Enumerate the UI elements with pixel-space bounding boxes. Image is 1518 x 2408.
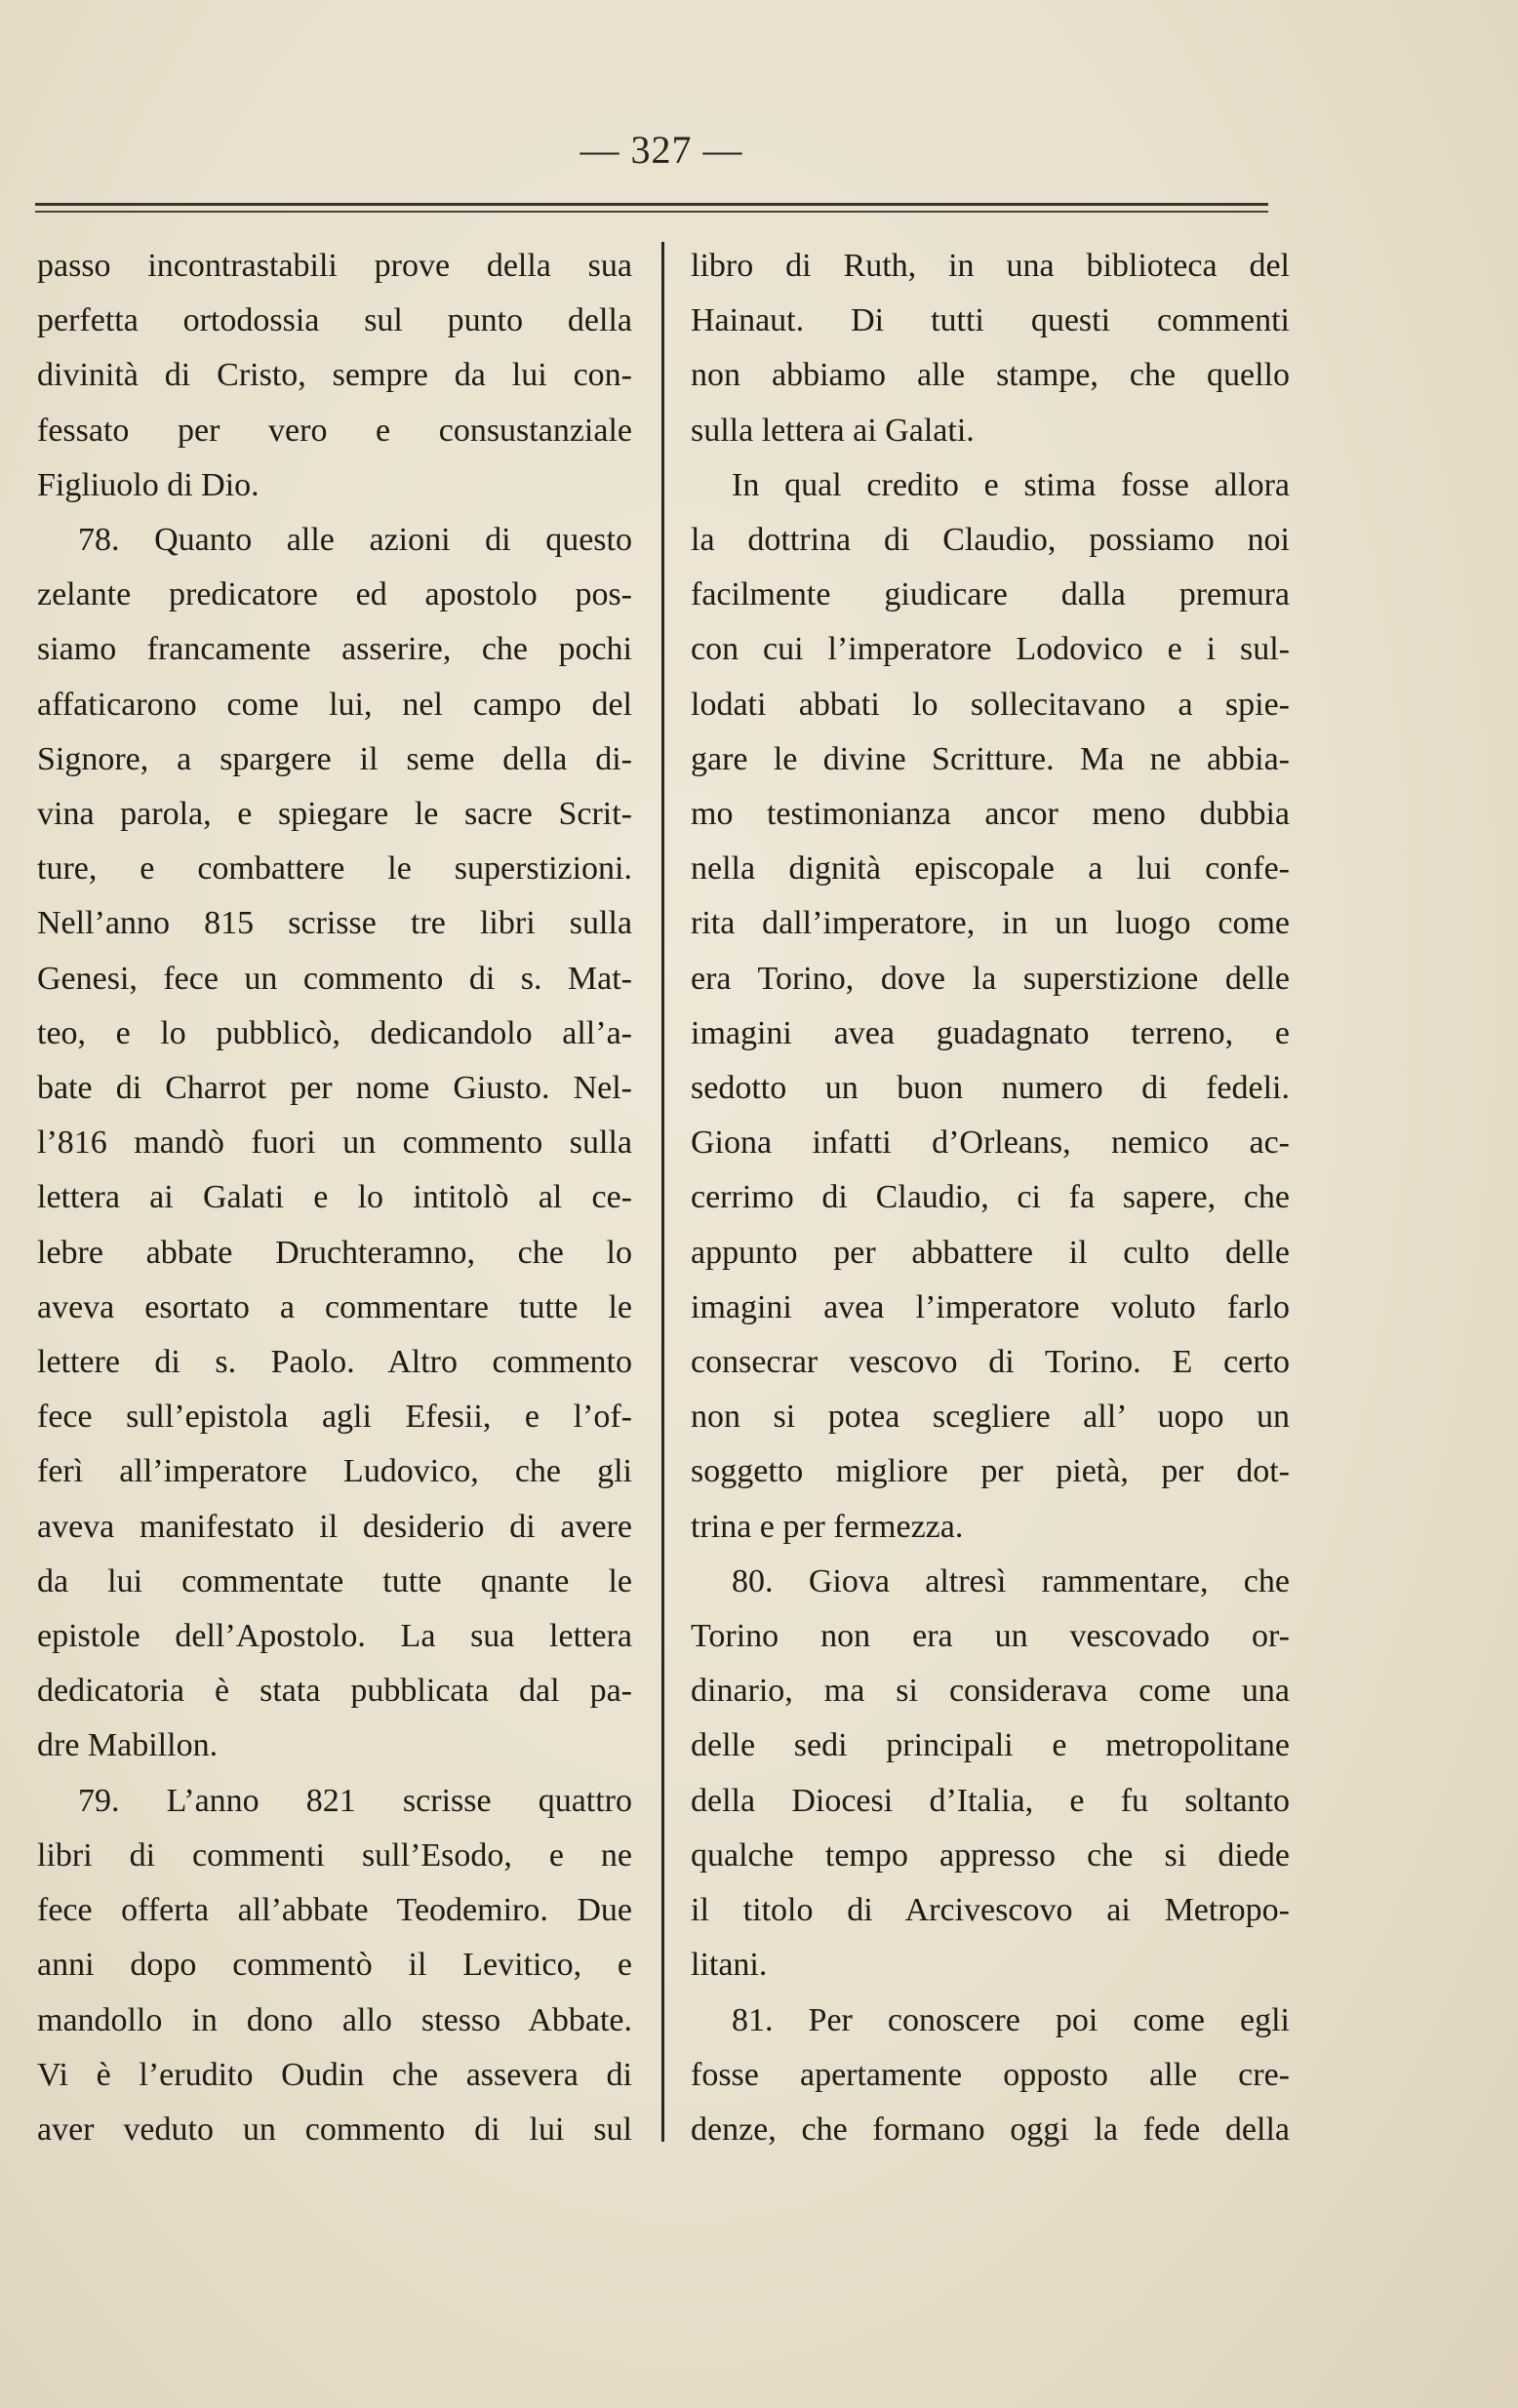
text-line: cerrimo di Claudio, ci fa sapere, che	[691, 1179, 1290, 1216]
text-line: da lui commentate tutte qnante le	[37, 1562, 632, 1599]
text-line: bate di Charrot per nome Giusto. Nel-	[37, 1070, 632, 1107]
text-line: fessato per vero e consustanziale	[37, 412, 632, 449]
text-line: Signore, a spargere il seme della di-	[37, 740, 632, 777]
text-line: Figliuolo di Dio.	[37, 466, 260, 503]
text-line: nella dignità episcopale a lui confe-	[691, 850, 1290, 888]
header-rule	[35, 203, 1268, 206]
text-line: lettera ai Galati e lo intitolò al ce-	[37, 1179, 632, 1216]
text-line: imagini avea l’imperatore voluto farlo	[691, 1288, 1290, 1325]
page-number: — 327 —	[579, 128, 743, 172]
left-column	[37, 239, 632, 2157]
text-line: Torino non era un vescovado or-	[691, 1618, 1290, 1655]
text-line: passo incontrastabili prove della sua	[37, 248, 632, 284]
text-line: dre Mabillon.	[37, 1727, 219, 1764]
text-line: lebre abbate Druchteramno, che lo	[37, 1234, 632, 1271]
text-line: la dottrina di Claudio, possiamo noi	[691, 522, 1290, 559]
text-line: lodati abbati lo sollecitavano a spie-	[691, 686, 1290, 723]
text-line: aver veduto un commento di lui sul	[37, 2111, 632, 2148]
text-line: fosse apertamente opposto alle cre-	[691, 2056, 1290, 2093]
text-line: trina e per fermezza.	[691, 1508, 964, 1545]
text-line: teo, e lo pubblicò, dedicandolo all’a-	[37, 1014, 632, 1051]
text-line: lettere di s. Paolo. Altro commento	[37, 1344, 632, 1381]
text-line: facilmente giudicare dalla premura	[691, 576, 1290, 613]
text-line: affaticarono come lui, nel campo del	[37, 686, 632, 723]
text-line: ferì all’imperatore Ludovico, che gli	[37, 1453, 632, 1490]
text-line: era Torino, dove la superstizione delle	[691, 960, 1290, 997]
text-line: ture, e combattere le superstizioni.	[37, 850, 632, 888]
text-line: siamo francamente asserire, che pochi	[37, 631, 632, 668]
text-line: con cui l’imperatore Lodovico e i sul-	[691, 631, 1290, 668]
text-line: non si potea scegliere all’ uopo un	[691, 1399, 1290, 1436]
text-line: dedicatoria è stata pubblicata dal pa-	[37, 1673, 632, 1710]
text-line: rita dall’imperatore, in un luogo come	[691, 905, 1290, 942]
text-line: denze, che formano oggi la fede della	[691, 2111, 1290, 2148]
text-line: libro di Ruth, in una biblioteca del	[691, 248, 1290, 284]
text-line: gare le divine Scritture. Ma ne abbia-	[691, 740, 1290, 777]
text-line: soggetto migliore per pietà, per dot-	[691, 1453, 1290, 1490]
text-line: l’816 mandò fuori un commento sulla	[37, 1125, 632, 1162]
paragraph-78-start: 78. Quanto alle azioni di questo	[78, 522, 632, 559]
text-line: divinità di Cristo, sempre da lui con-	[37, 357, 632, 394]
text-line: perfetta ortodossia sul punto della	[37, 302, 632, 339]
text-line: Hainaut. Di tutti questi commenti	[691, 302, 1290, 339]
paragraph-79-start: 79. L’anno 821 scrisse quattro	[78, 1782, 632, 1819]
text-line: aveva esortato a commentare tutte le	[37, 1288, 632, 1325]
text-line: delle sedi principali e metropolitane	[691, 1727, 1290, 1764]
text-line: consecrar vescovo di Torino. E certo	[691, 1344, 1290, 1381]
text-line: fece offerta all’abbate Teodemiro. Due	[37, 1892, 632, 1929]
text-line: sulla lettera ai Galati.	[691, 412, 975, 449]
text-line: non abbiamo alle stampe, che quello	[691, 357, 1290, 394]
text-line: libri di commenti sull’Esodo, e ne	[37, 1836, 632, 1874]
text-line: anni dopo commentò il Levitico, e	[37, 1947, 632, 1984]
text-line: imagini avea guadagnato terreno, e	[691, 1014, 1290, 1051]
text-line: Nell’anno 815 scrisse tre libri sulla	[37, 905, 632, 942]
text-line: zelante predicatore ed apostolo pos-	[37, 576, 632, 613]
text-line: della Diocesi d’Italia, e fu soltanto	[691, 1782, 1290, 1819]
text-line: aveva manifestato il desiderio di avere	[37, 1508, 632, 1545]
paragraph-start: In qual credito e stima fosse allora	[732, 466, 1290, 503]
text-line: dinario, ma si considerava come una	[691, 1673, 1290, 1710]
text-line: fece sull’epistola agli Efesii, e l’of-	[37, 1399, 632, 1436]
column-divider	[661, 242, 664, 2142]
right-column	[691, 239, 1290, 2157]
text-line: il titolo di Arcivescovo ai Metropo-	[691, 1892, 1290, 1929]
paragraph-81-start: 81. Per conoscere poi come egli	[732, 2001, 1290, 2038]
text-line: epistole dell’Apostolo. La sua lettera	[37, 1618, 632, 1655]
text-line: Giona infatti d’Orleans, nemico ac-	[691, 1125, 1290, 1162]
text-line: sedotto un buon numero di fedeli.	[691, 1070, 1290, 1107]
text-line: appunto per abbattere il culto delle	[691, 1234, 1290, 1271]
text-line: mandollo in dono allo stesso Abbate.	[37, 2001, 632, 2038]
text-line: mo testimonianza ancor meno dubbia	[691, 796, 1290, 833]
text-line: Vi è l’erudito Oudin che assevera di	[37, 2056, 632, 2093]
text-line: litani.	[691, 1947, 768, 1984]
text-line: Genesi, fece un commento di s. Mat-	[37, 960, 632, 997]
text-line: vina parola, e spiegare le sacre Scrit-	[37, 796, 632, 833]
paragraph-80-start: 80. Giova altresì rammentare, che	[732, 1562, 1290, 1599]
text-line: qualche tempo appresso che si diede	[691, 1836, 1290, 1874]
header-rule-secondary	[35, 211, 1268, 213]
